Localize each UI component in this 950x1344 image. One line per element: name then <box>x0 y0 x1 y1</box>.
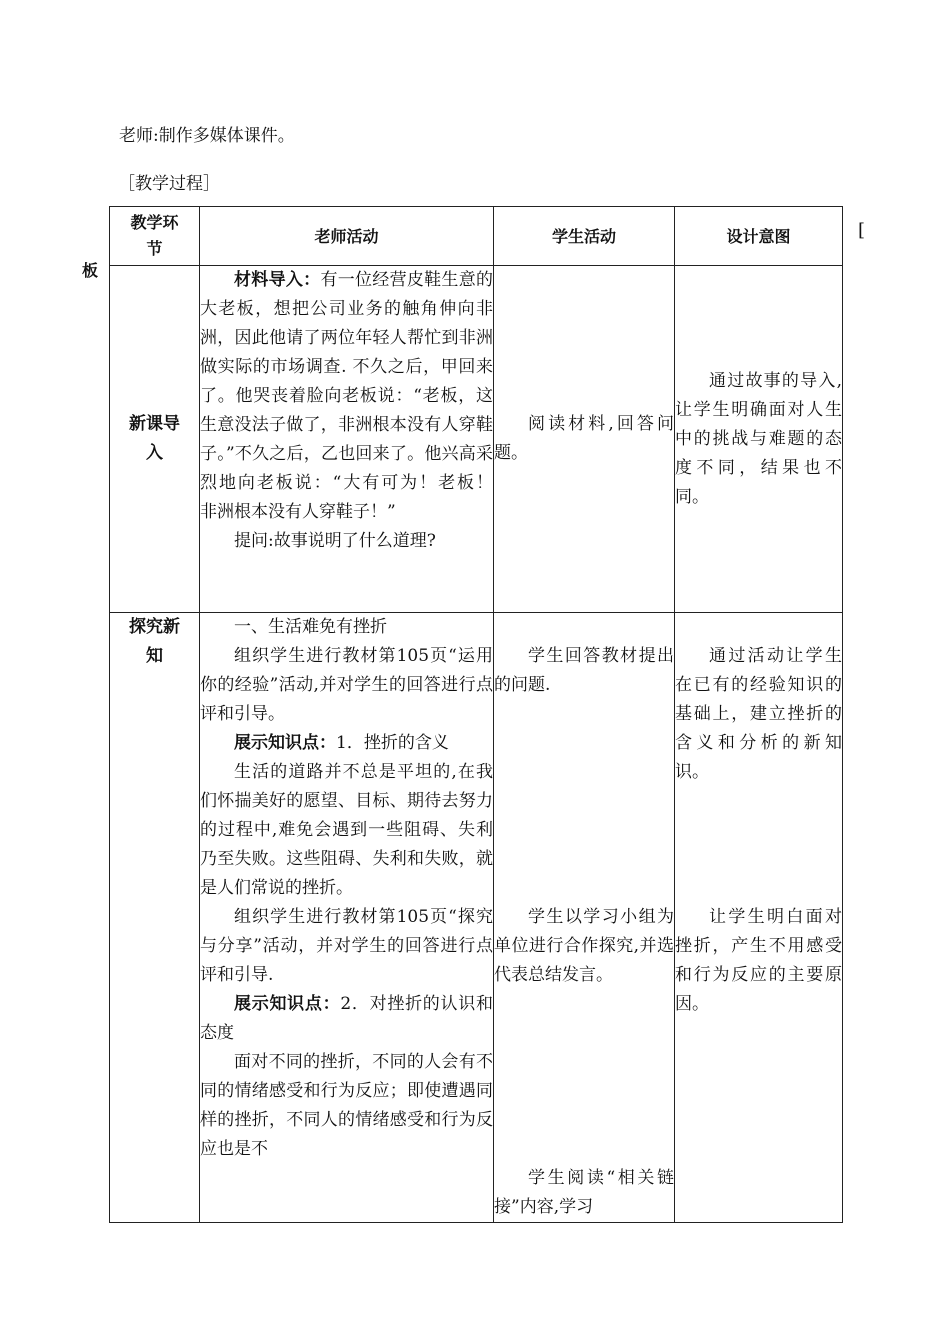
stage-cell: 探究新知 <box>110 613 200 1223</box>
student-activity-cell <box>494 266 675 613</box>
preparation-line: 老师:制作多媒体课件。 <box>119 126 295 146</box>
table-row <box>110 613 843 1223</box>
header-teacher: 老师活动 <box>200 207 494 266</box>
header-intent: 设计意图 <box>675 207 843 266</box>
header-student: 学生活动 <box>494 207 675 266</box>
material-text: 有一位经营皮鞋生意的大老板，想把公司业务的触角伸向非洲，因此他请了两位年轻人帮忙到非洲做实际的市场调查. 不久之后，甲回来了。他哭丧着脸向老板说：“老板，这生意没法子做了，非洲根本没有人穿鞋子。”不久之后，乙也回来了。他兴高采烈地向老板说：“大有可为！老板！ 非洲根本没有人穿鞋子！” <box>200 270 510 522</box>
header-stage: 教学环节 <box>110 207 200 266</box>
table-row <box>110 266 843 613</box>
student-text-2: 学生以学习小组为单位进行合作探究,并选代表总结发言。 <box>494 907 674 985</box>
design-intent-cell <box>675 266 843 613</box>
knowledge-label-2: 展示知识点： <box>234 994 341 1014</box>
question-text: 提问:故事说明了什么道理? <box>234 531 436 551</box>
design-intent-text: 通过故事的导入,让学生明确面对人生中的挑战与难题的态度不同，结果也不同。 <box>675 370 842 507</box>
student-text-1: 学生回答教材提出的问题. <box>494 646 674 695</box>
design-intent-cell <box>675 613 843 1223</box>
student-activity-cell <box>494 613 675 1223</box>
teacher-p2: 组织学生进行教材第105页“运用你的经验”活动,并对学生的回答进行点评和引导。 <box>200 646 493 724</box>
knowledge-label-1: 展示知识点： <box>234 733 336 753</box>
table-header-row <box>110 207 843 266</box>
lesson-table <box>109 206 843 1223</box>
student-activity-text: 阅读材料,回答问题。 <box>494 414 674 463</box>
teacher-activity-cell <box>200 266 510 613</box>
teacher-p4: 生活的道路并不总是平坦的,在我们怀揣美好的愿望、目标、期待去努力的过程中,难免会遇到一些阻碍、失利乃至失败。这些阻碍、失利和失败，就是人们常说的挫折。 <box>200 762 493 898</box>
intent-text-2: 让学生明白面对挫折，产生不用感受和行为反应的主要原因。 <box>675 907 842 1014</box>
section-title: ［教学过程］ <box>118 174 220 194</box>
teacher-p7: 面对不同的挫折，不同的人会有不同的情绪感受和行为反应；即使遭遇同样的挫折，不同人的情绪感受和行为反应也是不 <box>200 1052 493 1159</box>
margin-bracket: [ <box>858 220 866 241</box>
intent-text-1: 通过活动让学生在已有的经验知识的基础上，建立挫折的含义和分析的新知识。 <box>675 646 842 782</box>
teacher-p5: 组织学生进行教材第105页“探究与分享”活动，并对学生的回答进行点评和引导. <box>200 907 493 985</box>
stage-cell: 新课导入 <box>110 266 200 613</box>
student-text-3: 学生阅读“相关链接”内容,学习 <box>494 1168 674 1217</box>
teacher-p1: 一、生活难免有挫折 <box>234 617 387 637</box>
knowledge-text-2: 2．对挫折的认识和态度 <box>200 994 493 1043</box>
teacher-activity-cell <box>200 613 494 1223</box>
material-intro-label: 材料导入： <box>234 270 321 290</box>
knowledge-text-1: 1．挫折的含义 <box>336 733 449 753</box>
margin-char: 板 <box>82 261 99 280</box>
